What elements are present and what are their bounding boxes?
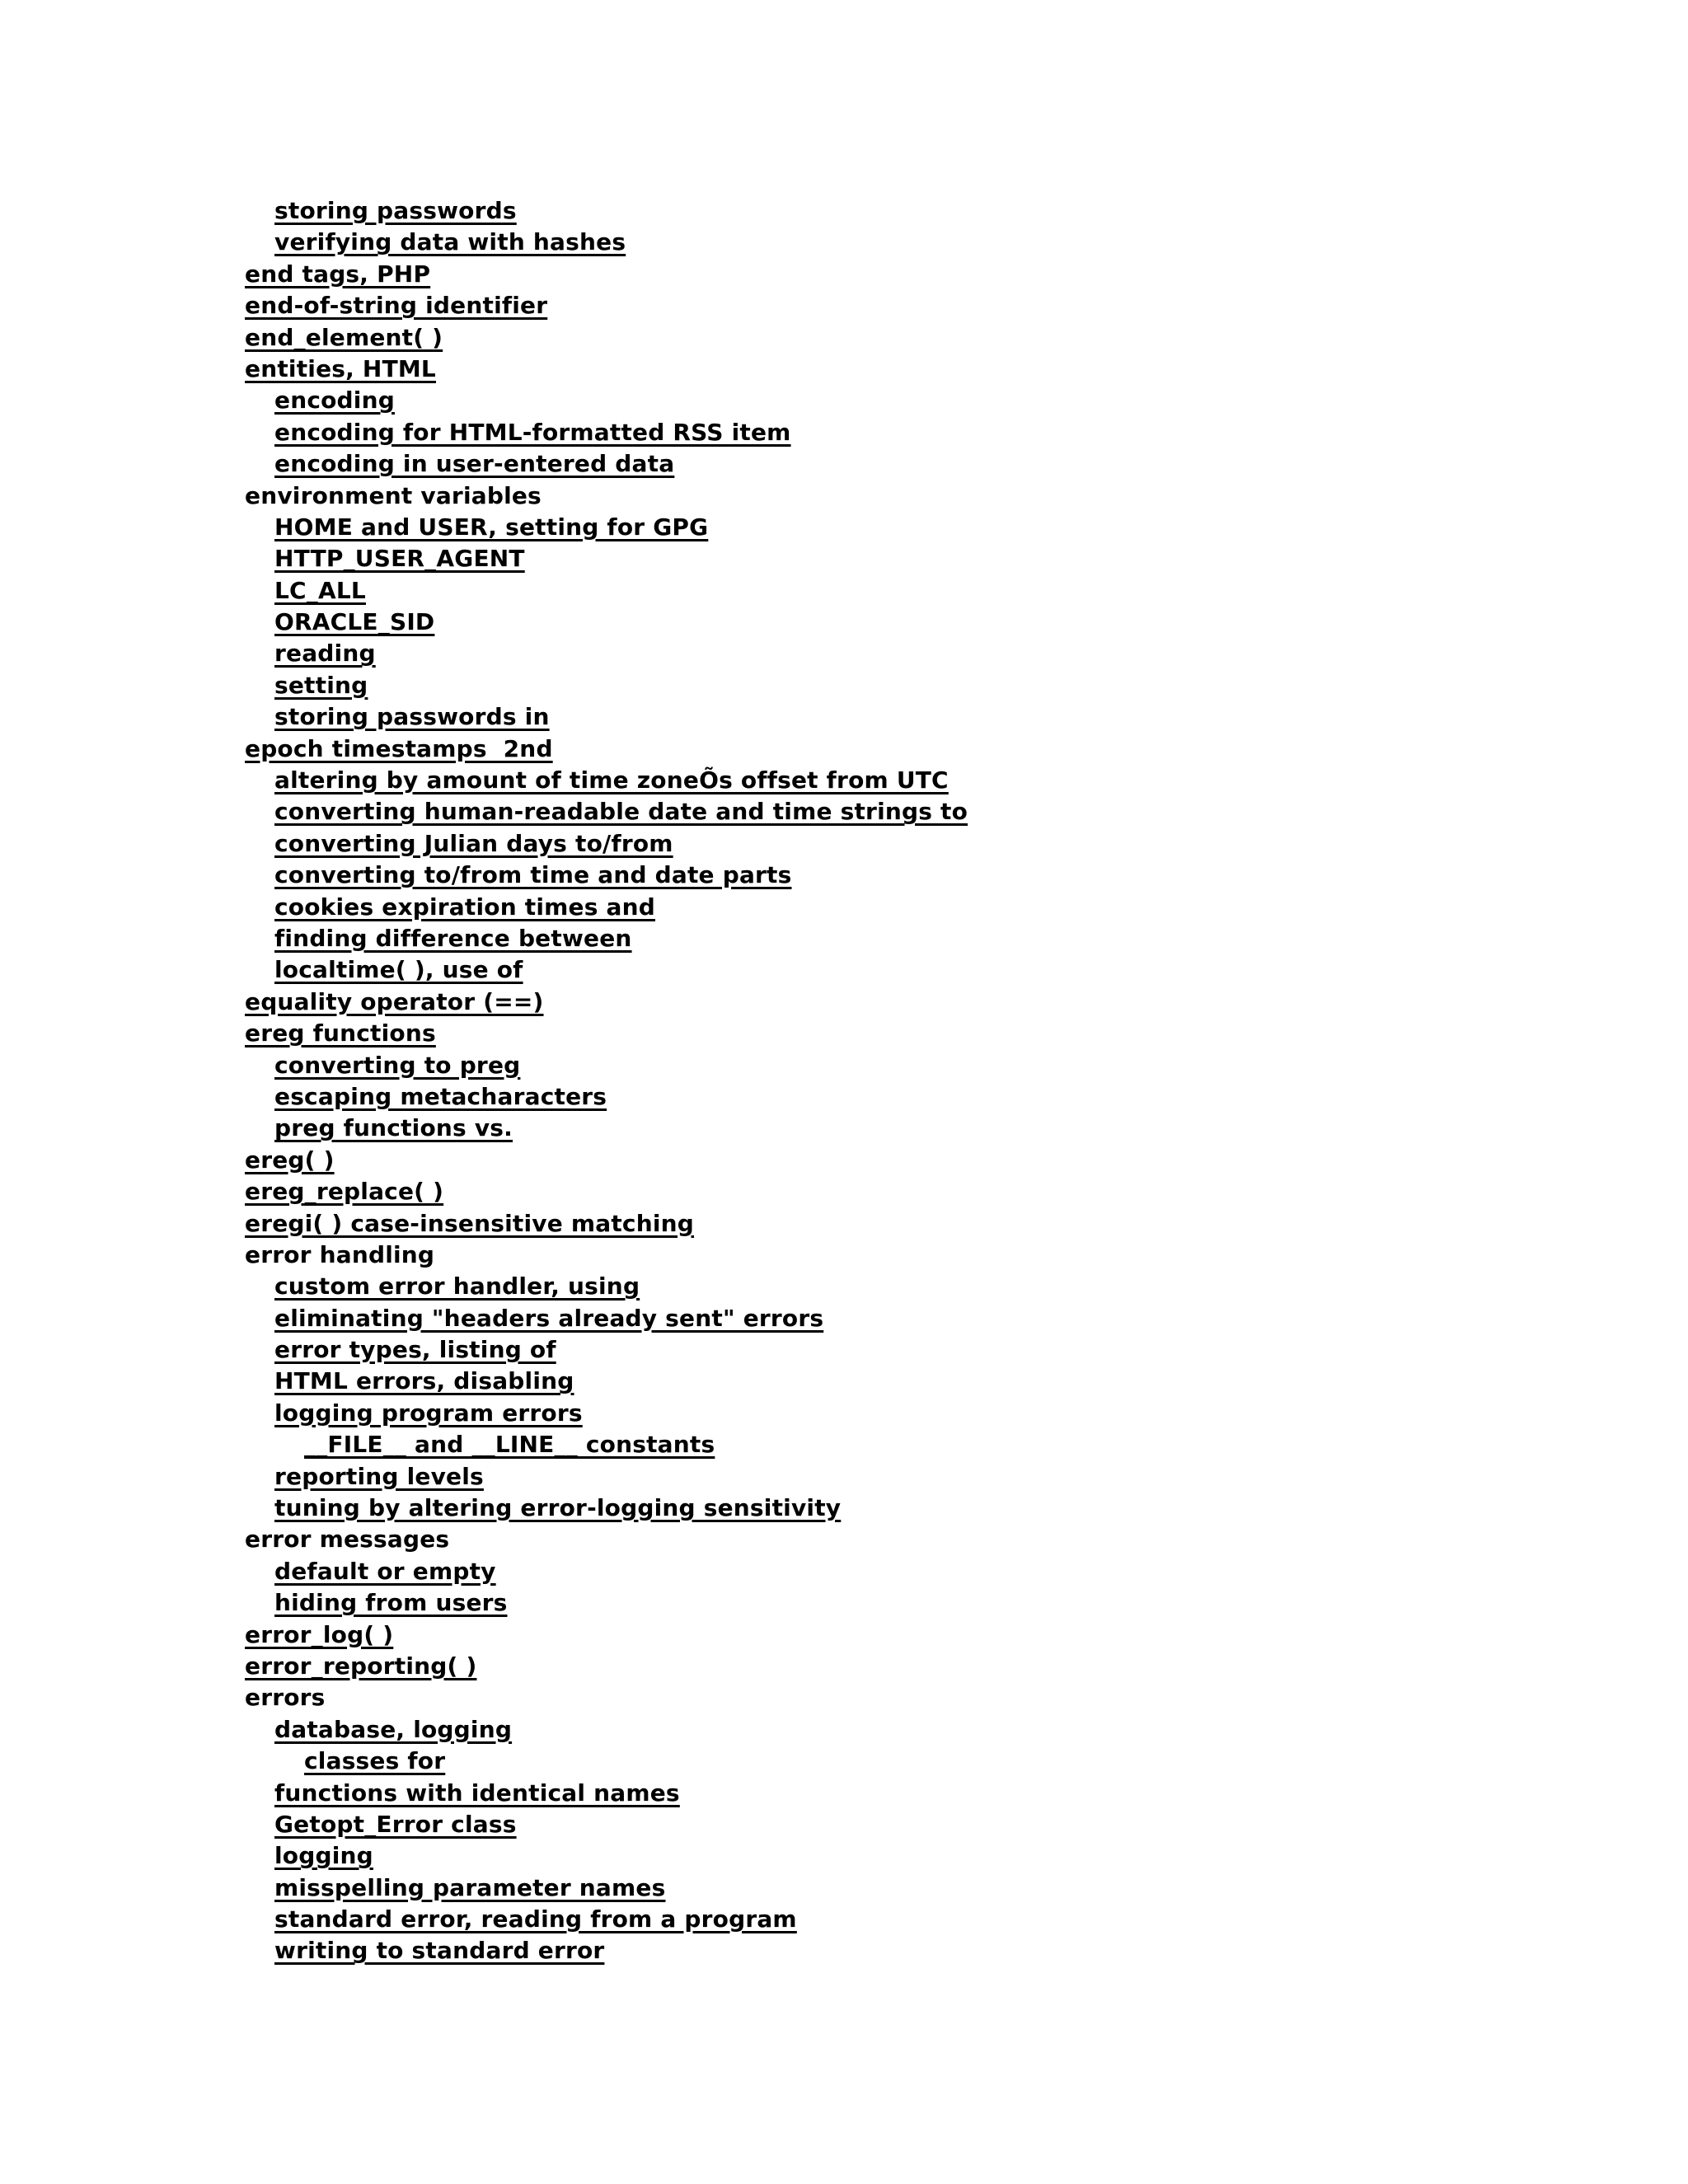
index-subentry[interactable] bbox=[245, 512, 968, 543]
index-subentry[interactable] bbox=[245, 1081, 968, 1113]
index-subentry[interactable] bbox=[245, 1461, 968, 1493]
index-link[interactable]: end_element( ) bbox=[245, 323, 443, 351]
index-link[interactable]: LC_ALL bbox=[274, 576, 366, 604]
index-link[interactable]: encoding for HTML-formatted RSS item bbox=[274, 418, 791, 446]
index-link[interactable]: end-of-string identifier bbox=[245, 292, 548, 320]
index-link[interactable]: ereg( ) bbox=[245, 1146, 335, 1174]
index-link[interactable]: encoding bbox=[274, 387, 395, 415]
index-subentry[interactable] bbox=[245, 1556, 968, 1587]
index-link[interactable]: end tags, PHP bbox=[245, 260, 431, 288]
index-subentry[interactable] bbox=[245, 227, 968, 258]
index-subentry[interactable] bbox=[245, 1714, 968, 1746]
index-subentry[interactable] bbox=[245, 765, 968, 796]
index-subentry[interactable] bbox=[245, 1904, 968, 1935]
index-entry[interactable] bbox=[245, 733, 968, 765]
index-link[interactable]: classes for bbox=[304, 1747, 446, 1775]
index-subentry[interactable] bbox=[245, 1778, 968, 1809]
index-subentry[interactable] bbox=[245, 701, 968, 733]
index-entry[interactable] bbox=[245, 1619, 968, 1651]
index-subentry[interactable] bbox=[245, 828, 968, 860]
index-subentry[interactable] bbox=[245, 195, 968, 227]
index-link[interactable]: HTTP_USER_AGENT bbox=[274, 545, 525, 573]
index-subentry[interactable] bbox=[245, 1050, 968, 1081]
index-list bbox=[245, 195, 968, 1967]
index-entry[interactable] bbox=[245, 987, 968, 1018]
index-link[interactable]: ORACLE_SID bbox=[274, 608, 435, 636]
index-entry[interactable] bbox=[245, 354, 968, 385]
index-entry[interactable] bbox=[245, 290, 968, 321]
index-link[interactable]: error_reporting( ) bbox=[245, 1652, 477, 1680]
index-link[interactable]: eregi( ) case-insensitive matching bbox=[245, 1209, 695, 1237]
index-link[interactable]: standard error, reading from a program bbox=[274, 1905, 797, 1933]
index-subentry[interactable] bbox=[245, 1935, 968, 1966]
index-entry[interactable] bbox=[245, 1018, 968, 1049]
index-link[interactable]: HOME and USER, setting for GPG bbox=[274, 513, 709, 541]
index-link[interactable]: ereg_replace( ) bbox=[245, 1178, 444, 1206]
index-entry bbox=[245, 1524, 968, 1555]
index-subentry[interactable] bbox=[245, 796, 968, 827]
index-link[interactable]: equality operator (==) bbox=[245, 987, 544, 1015]
index-subentry[interactable] bbox=[245, 638, 968, 669]
index-subentry[interactable] bbox=[245, 1587, 968, 1619]
index-subentry[interactable] bbox=[245, 1840, 968, 1872]
index-link[interactable]: altering by amount of time zoneÕs offset from UTC bbox=[274, 766, 949, 794]
index-link[interactable]: writing to standard error bbox=[274, 1937, 605, 1965]
index-subentry[interactable] bbox=[245, 892, 968, 923]
index-entry[interactable] bbox=[245, 1208, 968, 1240]
index-heading: errors bbox=[245, 1684, 326, 1712]
index-link[interactable]: logging bbox=[274, 1842, 373, 1870]
index-link[interactable]: misspelling parameter names bbox=[274, 1873, 666, 1901]
index-subentry[interactable] bbox=[245, 670, 968, 701]
index-heading: error handling bbox=[245, 1240, 435, 1268]
index-subentry[interactable] bbox=[245, 543, 968, 574]
index-entry[interactable] bbox=[245, 259, 968, 290]
index-link[interactable]: preg functions vs. bbox=[274, 1114, 513, 1142]
index-entry[interactable] bbox=[245, 1176, 968, 1207]
index-link[interactable]: epoch timestamps 2nd bbox=[245, 734, 553, 762]
index-link[interactable]: converting to preg bbox=[274, 1051, 521, 1079]
index-subentry[interactable] bbox=[245, 954, 968, 986]
index-entry[interactable] bbox=[245, 1145, 968, 1176]
index-link[interactable]: __FILE__ and __LINE__ constants bbox=[304, 1431, 715, 1459]
index-entry bbox=[245, 480, 968, 512]
index-heading: environment variables bbox=[245, 481, 542, 509]
index-link[interactable]: escaping metacharacters bbox=[274, 1082, 607, 1110]
index-link[interactable]: HTML errors, disabling bbox=[274, 1367, 574, 1395]
index-link[interactable]: eliminating "headers already sent" errors bbox=[274, 1304, 824, 1332]
index-link[interactable]: converting Julian days to/from bbox=[274, 829, 673, 857]
index-subentry[interactable] bbox=[245, 1398, 968, 1429]
index-link[interactable]: entities, HTML bbox=[245, 354, 436, 382]
index-subentry[interactable] bbox=[245, 1746, 968, 1777]
index-link[interactable]: custom error handler, using bbox=[274, 1272, 640, 1301]
index-subentry[interactable] bbox=[245, 860, 968, 891]
index-subentry[interactable] bbox=[245, 1809, 968, 1840]
index-link[interactable]: verifying data with hashes bbox=[274, 228, 626, 256]
index-subentry[interactable] bbox=[245, 1303, 968, 1334]
index-entry[interactable] bbox=[245, 1651, 968, 1682]
index-link[interactable]: Getopt_Error class bbox=[274, 1810, 517, 1838]
index-subentry[interactable] bbox=[245, 1872, 968, 1904]
index-link[interactable]: hiding from users bbox=[274, 1589, 508, 1617]
index-link[interactable]: storing passwords in bbox=[274, 703, 550, 731]
index-subentry[interactable] bbox=[245, 1334, 968, 1366]
index-subentry[interactable] bbox=[245, 385, 968, 416]
index-link[interactable]: database, logging bbox=[274, 1715, 513, 1743]
index-subentry[interactable] bbox=[245, 923, 968, 954]
index-subentry[interactable] bbox=[245, 575, 968, 607]
index-subentry[interactable] bbox=[245, 1429, 968, 1460]
index-link[interactable]: functions with identical names bbox=[274, 1779, 680, 1807]
index-subentry[interactable] bbox=[245, 1493, 968, 1524]
index-link[interactable]: encoding in user-entered data bbox=[274, 450, 675, 478]
index-link[interactable]: tuning by altering error-logging sensitivity bbox=[274, 1494, 842, 1522]
index-link[interactable]: error types, listing of bbox=[274, 1336, 556, 1364]
index-link[interactable]: logging program errors bbox=[274, 1399, 583, 1427]
index-link[interactable]: ereg functions bbox=[245, 1019, 436, 1047]
index-subentry[interactable] bbox=[245, 1271, 968, 1302]
index-link[interactable]: finding difference between bbox=[274, 924, 632, 952]
index-link[interactable]: reporting levels bbox=[274, 1462, 484, 1490]
index-link[interactable]: reading bbox=[274, 640, 376, 668]
index-subentry[interactable] bbox=[245, 1366, 968, 1397]
index-link[interactable]: cookies expiration times and bbox=[274, 893, 656, 921]
index-link[interactable]: converting human-readable date and time strings to bbox=[274, 798, 968, 826]
index-link[interactable]: converting to/from time and date parts bbox=[274, 861, 792, 889]
index-link[interactable]: error_log( ) bbox=[245, 1620, 394, 1648]
index-subentry[interactable] bbox=[245, 448, 968, 480]
index-subentry[interactable] bbox=[245, 1113, 968, 1144]
index-link[interactable]: default or empty bbox=[274, 1557, 496, 1585]
index-link[interactable]: setting bbox=[274, 671, 368, 699]
index-subentry[interactable] bbox=[245, 417, 968, 448]
index-link[interactable]: localtime( ), use of bbox=[274, 956, 523, 984]
index-entry bbox=[245, 1682, 968, 1713]
index-link[interactable]: storing passwords bbox=[274, 197, 517, 224]
index-entry[interactable] bbox=[245, 322, 968, 354]
index-entry bbox=[245, 1240, 968, 1271]
index-subentry[interactable] bbox=[245, 607, 968, 638]
index-heading: error messages bbox=[245, 1526, 450, 1554]
